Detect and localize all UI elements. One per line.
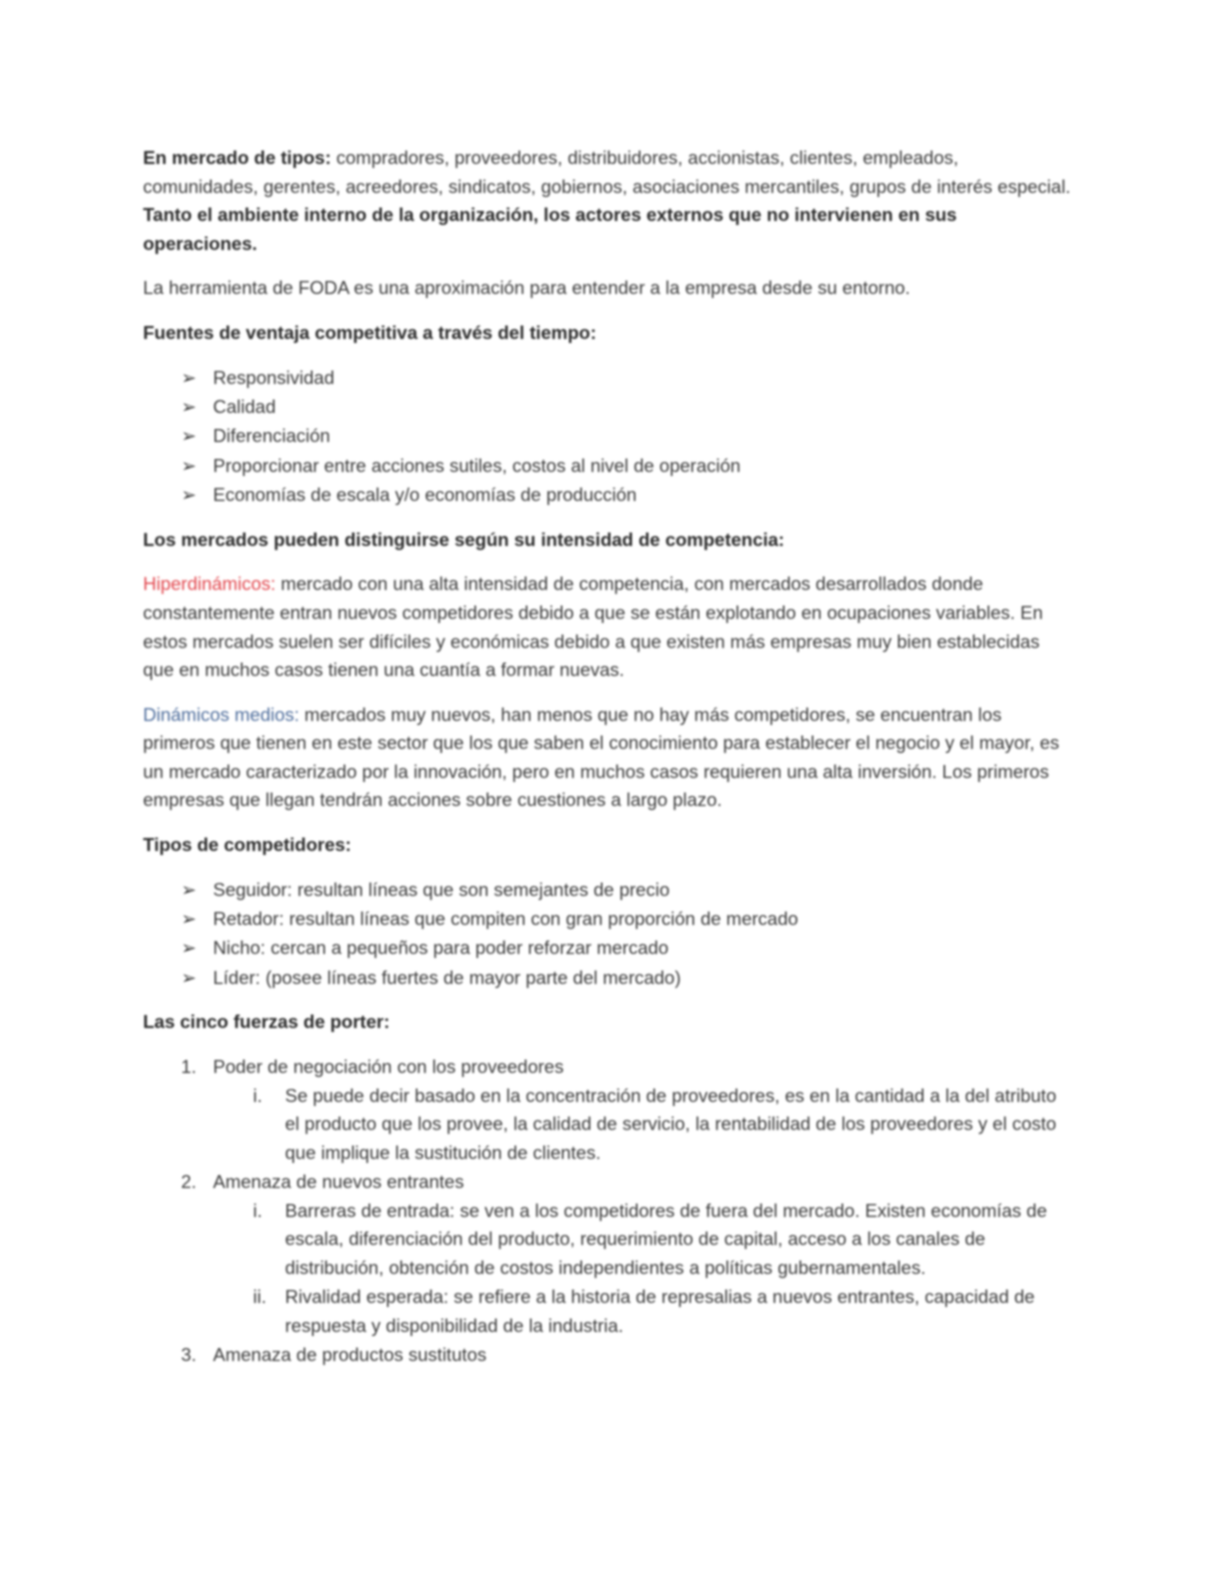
list-item-text: Retador: resultan líneas que compiten con gran proporción de mercado [213, 908, 799, 930]
list-item [143, 422, 1071, 451]
list-item [143, 481, 1071, 510]
list-item-text: Proporcionar entre acciones sutiles, costos al nivel de operación [213, 454, 741, 476]
hyper-paragraph [143, 570, 1071, 684]
hyper-term: Hiperdinámicos: [143, 573, 276, 595]
list-item-text: Líder: (posee líneas fuertes de mayor parte del mercado) [213, 966, 681, 988]
competitors-heading: Tipos de competidores: [143, 834, 352, 856]
document-body [143, 144, 1071, 1386]
hyper-text: mercado con una alta intensidad de competencia, con mercados desarrollados donde constantemente entran nuevos competidores debido a que se están explotando en ocupaciones variables. En estos mercados suelen ser difíciles y económicas debido a que existen más empresas muy bien establecidas que en muchos casos tienen una cuantía a formar nuevas. [143, 573, 1043, 681]
list-item-text: Seguidor: resultan líneas que son semejantes de precio [213, 878, 670, 900]
dynamic-text: mercados muy nuevos, han menos que no hay más competidores, se encuentran los primeros que tienen en este sector que los que saben el conocimiento para establecer el negocio y el mayor, es un mercado caracterizado por la innovación, pero en muchos casos requieren una alta inversión. Los primeros empresas que llegan tendrán acciones sobre cuestiones a largo plazo. [143, 703, 1060, 811]
list-roman-numeral: i. [253, 1199, 263, 1221]
list-item-text: Economías de escala y/o economías de producción [213, 484, 637, 506]
list-item-text: Calidad [213, 395, 276, 417]
arrow-bullet-icon: ➢ [181, 908, 197, 930]
list-item [143, 393, 1071, 422]
porter-item [143, 1341, 1071, 1370]
list-roman-numeral: i. [253, 1084, 263, 1106]
arrow-bullet-icon: ➢ [181, 425, 197, 447]
list-item-text: Nicho: cercan a pequeños para poder reforzar mercado [213, 937, 669, 959]
porter-subitem [213, 1283, 1071, 1340]
porter-sublist [213, 1082, 1071, 1168]
arrow-bullet-icon: ➢ [181, 937, 197, 959]
porter-list [143, 1053, 1071, 1370]
arrow-bullet-icon: ➢ [181, 366, 197, 388]
porter-subitem-text: Se puede decir basado en la concentración de proveedores, es en la cantidad a la del atributo el producto que los provee, la calidad de servicio, la rentabilidad de los proveedores y el costo que implique la sustitución de clientes. [285, 1084, 1057, 1163]
list-item-text: Responsividad [213, 366, 335, 388]
list-number: 2. [181, 1171, 197, 1193]
list-roman-numeral: ii. [253, 1286, 267, 1308]
arrow-bullet-icon: ➢ [181, 395, 197, 417]
arrow-bullet-icon: ➢ [181, 878, 197, 900]
porter-item-text: Poder de negociación con los proveedores [213, 1056, 564, 1078]
intro-paragraph [143, 144, 1071, 258]
list-item-text: Diferenciación [213, 425, 331, 447]
porter-heading: Las cinco fuerzas de porter: [143, 1011, 390, 1033]
list-number: 1. [181, 1056, 197, 1078]
dynamic-term: Dinámicos medios: [143, 703, 300, 725]
competitors-list [143, 876, 1071, 993]
intro-lead: En mercado de tipos: [143, 147, 332, 168]
list-number: 3. [181, 1344, 197, 1366]
list-item [143, 964, 1071, 993]
advantages-heading: Fuentes de ventaja competitiva a través del tiempo: [143, 321, 597, 343]
intro-emphasis: Tanto el ambiente interno de la organización, los actores externos que no intervienen en sus operaciones. [143, 204, 957, 254]
foda-note: La herramienta de FODA es una aproximación para entender a la empresa desde su entorno. [143, 277, 911, 299]
list-item [143, 364, 1071, 393]
porter-subitem-text: Barreras de entrada: se ven a los competidores de fuera del mercado. Existen economías de escala, diferenciación del producto, requerimiento de capital, acceso a los canales de distribución, obtención de costos independientes a políticas gubernamentales. [285, 1199, 1048, 1278]
porter-item [143, 1168, 1071, 1340]
markets-heading: Los mercados pueden distinguirse según su intensidad de competencia: [143, 528, 785, 550]
arrow-bullet-icon: ➢ [181, 454, 197, 476]
porter-sublist [213, 1197, 1071, 1340]
list-item [143, 934, 1071, 963]
porter-item-text: Amenaza de nuevos entrantes [213, 1171, 464, 1193]
intro-body: compradores, proveedores, distribuidores, accionistas, clientes, empleados, comunidades, gerentes, acreedores, sindicatos, gobiernos, asociaciones mercantiles, grupos de interés especial. [143, 147, 1071, 197]
porter-subitem [213, 1197, 1071, 1283]
list-item [143, 452, 1071, 481]
porter-subitem [213, 1082, 1071, 1168]
advantages-list [143, 364, 1071, 510]
list-item [143, 876, 1071, 905]
dynamic-paragraph [143, 701, 1071, 815]
arrow-bullet-icon: ➢ [181, 484, 197, 506]
porter-item [143, 1053, 1071, 1167]
porter-subitem-text: Rivalidad esperada: se refiere a la historia de represalias a nuevos entrantes, capacidad de respuesta y disponibilidad de la industria. [285, 1286, 1035, 1336]
arrow-bullet-icon: ➢ [181, 966, 197, 988]
porter-item-text: Amenaza de productos sustitutos [213, 1344, 487, 1366]
list-item [143, 905, 1071, 934]
